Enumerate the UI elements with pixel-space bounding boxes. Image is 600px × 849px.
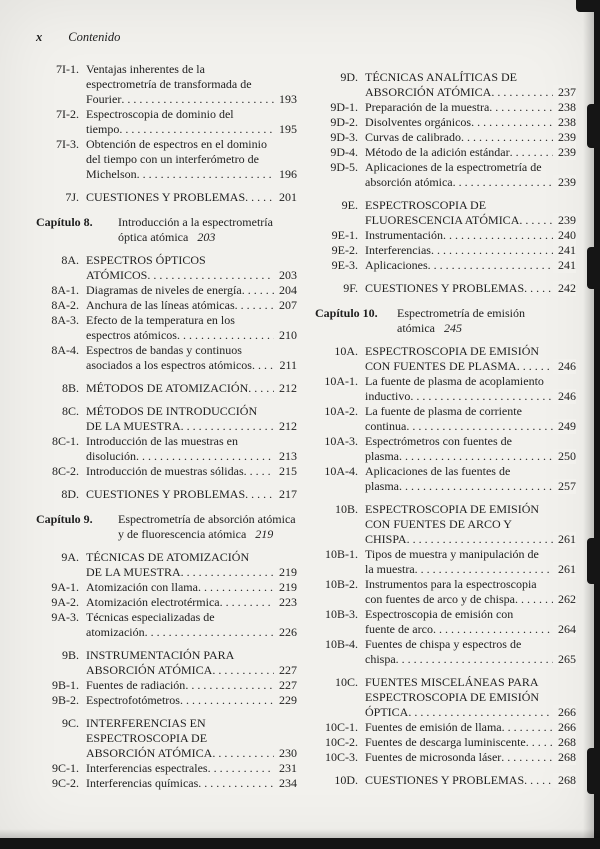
entry-body [365,228,576,243]
entry-label: 10C-3. [325,750,358,764]
entry-title: Introducción de muestras sólidas . . . [86,464,244,478]
entry-body [365,502,576,547]
entry-body [86,464,297,479]
entry-page-number: 204 [274,283,297,298]
entry-title: Espectroscopia de dominio del tiempo . . . [86,107,234,136]
entry-label: 9D-4. [330,145,358,159]
entry-body [86,550,297,580]
entry-label: Capítulo 10. [315,306,378,320]
entry-label: 8B. [61,381,79,395]
entry-body [365,675,576,720]
entry-page-number: 240 [553,228,576,243]
entry-page-number: 268 [553,773,576,788]
entry-body [86,343,297,373]
entry-page-number: 219 [274,580,297,595]
toc-entry-9a-2 [36,595,297,610]
entry-page-number: 207 [274,298,297,313]
toc-entry-9a-1 [36,580,297,595]
toc-entry-9d-2 [315,115,576,130]
toc-entry-8c-2 [36,464,297,479]
entry-label: 9D-1. [330,100,358,114]
entry-title: Atomización electrotérmica . . . [86,595,220,609]
entry-label: 10C-2. [325,735,358,749]
entry-title: Diagramas de niveles de energía . . . [86,283,242,297]
toc-entry-8d [36,487,297,502]
entry-body [365,344,576,374]
entry-title: Ventajas inherentes de la espectrometría de transformada de Fourier . . . [86,62,252,106]
toc-entry-10c-1 [315,720,576,735]
entry-body [86,190,297,205]
toc-entry-capítulo9 [36,512,297,542]
entry-label: 8C. [61,404,79,418]
entry-title: ESPECTROSCOPIA DE FLUORESCENCIA ATÓMICA . . . [365,198,519,227]
entry-title: Aplicaciones de las fuentes de plasma . . . [365,464,510,493]
entry-label: 8C-2. [52,464,79,478]
entry-body [365,607,576,637]
entry-title: Espectrómetros con fuentes de plasma . . . [365,434,512,463]
toc-entry-9d [315,70,576,100]
entry-body [86,62,297,107]
entry-label: 7I-2. [56,107,79,121]
entry-title: Interferencias espectrales . . . [86,761,208,775]
entry-body [365,100,576,115]
entry-label: 9F. [343,281,358,295]
scan-mark [587,538,600,584]
entry-title: Tipos de muestra y manipulación de la muestra . . . [365,547,539,576]
entry-title: TÉCNICAS ANALÍTICAS DE ABSORCIÓN ATÓMICA . . . [365,70,517,99]
toc-entry-capítulo8 [36,215,297,245]
toc-entry-8a [36,253,297,283]
scan-mark [576,0,600,12]
entry-page-number: 219 [255,527,274,541]
toc-entry-9a [36,550,297,580]
entry-label: Capítulo 8. [36,215,93,229]
entry-title: Interferencias químicas . . . [86,776,198,790]
toc-entry-8a-1 [36,283,297,298]
entry-page-number: 246 [553,359,576,374]
entry-title: Fuentes de emisión de llama . . . [365,720,502,734]
entry-label: 8A-4. [51,343,79,357]
toc-entry-10d [315,773,576,788]
toc-entry-10c-3 [315,750,576,765]
entry-page-number: 203 [274,268,297,283]
entry-page-number: 250 [553,449,576,464]
entry-title: Disolventes orgánicos . . . [365,115,471,129]
toc-entry-10a-4 [315,464,576,494]
toc-content [36,62,576,791]
entry-page-number: 264 [553,622,576,637]
entry-body [86,595,297,610]
entry-body [365,243,576,258]
toc-entry-9e-1 [315,228,576,243]
entry-page-number: 241 [553,258,576,273]
entry-body [86,107,297,137]
entry-label: 9A. [61,550,79,564]
entry-page-number: 249 [553,419,576,434]
toc-entry-9c-1 [36,761,297,776]
entry-label: 9C. [61,716,79,730]
entry-title: MÉTODOS DE ATOMIZACIÓN . . . [86,381,248,395]
entry-page-number: 227 [274,663,297,678]
toc-entry-9e [315,198,576,228]
entry-label: 7I-3. [56,137,79,151]
entry-title: CUESTIONES Y PROBLEMAS . . . [86,487,245,501]
entry-body [86,678,297,693]
entry-label: 9D-5. [330,160,358,174]
entry-body [86,253,297,283]
entry-title: Interferencias . . . [365,243,431,257]
entry-page-number: 261 [553,532,576,547]
scan-mark [587,104,600,148]
entry-label: 10A-1. [324,374,358,388]
entry-page-number: 265 [553,652,576,667]
toc-entry-10a-3 [315,434,576,464]
toc-entry-10a [315,344,576,374]
toc-entry-9d-4 [315,145,576,160]
entry-page-number: 226 [274,625,297,640]
toc-entry-9e-2 [315,243,576,258]
entry-label: Capítulo 9. [36,512,93,526]
entry-page-number: 217 [274,487,297,502]
entry-page-number: 193 [274,92,297,107]
toc-entry-9d-1 [315,100,576,115]
entry-page-number: 239 [553,175,576,190]
entry-page-number: 210 [274,328,297,343]
entry-body [118,215,297,245]
entry-label: 10D. [334,773,358,787]
entry-page-number: 239 [553,145,576,160]
entry-label: 10C. [334,675,358,689]
entry-body [86,776,297,791]
entry-page-number: 257 [553,479,576,494]
entry-page-number: 215 [274,464,297,479]
entry-title: Espectrofotómetros . . . [86,693,180,707]
entry-page-number: 219 [274,565,297,580]
running-title: Contenido [68,30,121,44]
entry-body [86,137,297,182]
entry-title: La fuente de plasma de acoplamiento inductivo . . . [365,374,544,403]
entry-title: ESPECTROSCOPIA DE EMISIÓN CON FUENTES DE ARCO Y CHISPA . . . [365,502,539,546]
entry-label: 10B-4. [325,637,358,651]
entry-page-number: 241 [553,243,576,258]
entry-title: MÉTODOS DE INTRODUCCIÓN DE LA MUESTRA . . . [86,404,257,433]
entry-label: 7I-1. [56,62,79,76]
toc-entry-9b-1 [36,678,297,693]
entry-title: Fuentes de microsonda láser . . . [365,750,501,764]
toc-entry-8a-4 [36,343,297,373]
entry-title: Espectrometría de absorción atómica y de fluorescencia atómica [118,512,296,541]
entry-label: 10A-3. [324,434,358,448]
toc-entry-9f [315,281,576,296]
entry-body [118,512,297,542]
toc-entry-8c [36,404,297,434]
entry-body [365,735,576,750]
entry-body [365,720,576,735]
toc-entry-10b-1 [315,547,576,577]
entry-label: 9A-2. [51,595,79,609]
entry-body [365,637,576,667]
entry-label: 10B-1. [325,547,358,561]
entry-page-number: 229 [274,693,297,708]
toc-column-left [36,62,297,791]
entry-body [365,464,576,494]
toc-entry-8b [36,381,297,396]
entry-label: 9C-1. [52,761,79,775]
entry-label: 9C-2. [52,776,79,790]
entry-title: La fuente de plasma de corriente continua . . . [365,404,522,433]
entry-body [365,145,576,160]
entry-label: 8D. [61,487,79,501]
entry-body [86,434,297,464]
entry-body [86,761,297,776]
page-header [36,30,120,45]
entry-body [365,750,576,765]
entry-body [365,115,576,130]
entry-title: TÉCNICAS DE ATOMIZACIÓN DE LA MUESTRA . . . [86,550,249,579]
entry-body [365,198,576,228]
entry-body [86,313,297,343]
entry-page-number: 268 [553,735,576,750]
toc-entry-8a-3 [36,313,297,343]
toc-entry-10a-1 [315,374,576,404]
toc-entry-7i-3 [36,137,297,182]
toc-entry-8a-2 [36,298,297,313]
entry-label: 9D. [340,70,358,84]
entry-label: 7J. [65,190,79,204]
entry-label: 8C-1. [52,434,79,448]
entry-label: 10B-2. [325,577,358,591]
entry-label: 9D-2. [330,115,358,129]
toc-entry-8c-1 [36,434,297,464]
entry-title: Instrumentos para la espectroscopia con fuentes de arco y de chispa . . . [365,577,537,606]
entry-body [365,258,576,273]
entry-label: 9E-1. [331,228,358,242]
entry-label: 9B. [61,648,79,662]
entry-page-number: 203 [197,230,216,244]
toc-entry-10b [315,502,576,547]
entry-label: 9B-1. [52,678,79,692]
entry-title: ESPECTROSCOPIA DE EMISIÓN CON FUENTES DE PLASMA . . . [365,344,539,373]
entry-title: INTERFERENCIAS EN ESPECTROSCOPIA DE ABSORCIÓN ATÓMICA . . . [86,716,212,760]
toc-entry-9e-3 [315,258,576,273]
entry-body [365,547,576,577]
folio-page-number: x [36,30,43,44]
entry-body [86,283,297,298]
entry-body [397,306,576,336]
entry-body [365,130,576,145]
entry-title: Método de la adición estándar . . . [365,145,510,159]
entry-body [365,404,576,434]
entry-label: 10B. [334,502,358,516]
entry-label: 9E-3. [331,258,358,272]
toc-entry-10b-4 [315,637,576,667]
entry-label: 9B-2. [52,693,79,707]
entry-page-number: 239 [553,130,576,145]
entry-title: Curvas de calibrado . . . [365,130,461,144]
entry-body [365,374,576,404]
entry-title: Espectrometría de emisión atómica [397,306,525,335]
entry-title: Técnicas especializadas de atomización . . . [86,610,215,639]
entry-label: 9A-1. [51,580,79,594]
entry-label: 9E-2. [331,243,358,257]
toc-column-right [315,62,576,791]
entry-page-number: 239 [553,213,576,228]
entry-body [86,381,297,396]
entry-label: 10A. [334,344,358,358]
entry-title: Introducción a la espectrometría óptica atómica [118,215,273,244]
toc-entry-7i-2 [36,107,297,137]
entry-page-number: 268 [553,750,576,765]
toc-entry-7i-1 [36,62,297,107]
entry-page-number: 234 [274,776,297,791]
entry-body [86,610,297,640]
entry-title: FUENTES MISCELÁNEAS PARA ESPECTROSCOPIA DE EMISIÓN ÓPTICA . . . [365,675,539,719]
toc-entry-9b [36,648,297,678]
entry-page-number: 196 [274,167,297,182]
entry-title: CUESTIONES Y PROBLEMAS . . . [365,773,524,787]
entry-page-number: 230 [274,746,297,761]
entry-page-number: 211 [274,358,297,373]
scan-edge-bottom [0,838,600,849]
entry-page-number: 238 [553,115,576,130]
toc-entry-10b-3 [315,607,576,637]
entry-page-number: 261 [553,562,576,577]
entry-body [86,580,297,595]
toc-entry-7j [36,190,297,205]
entry-label: 10C-1. [325,720,358,734]
entry-title: Atomización con llama . . . [86,580,198,594]
entry-title: ESPECTROS ÓPTICOS ATÓMICOS . . . [86,253,206,282]
entry-title: INSTRUMENTACIÓN PARA ABSORCIÓN ATÓMICA . . . [86,648,234,677]
entry-page-number: 223 [274,595,297,610]
toc-entry-9c [36,716,297,761]
entry-page-number: 201 [274,190,297,205]
toc-entry-capítulo10 [315,306,576,336]
entry-page-number: 238 [553,100,576,115]
entry-label: 8A-2. [51,298,79,312]
scan-mark [587,247,600,289]
entry-title: Efecto de la temperatura en los espectros atómicos . . . [86,313,235,342]
toc-entry-10c [315,675,576,720]
entry-body [86,404,297,434]
entry-title: CUESTIONES Y PROBLEMAS . . . [365,281,524,295]
entry-title: Obtención de espectros en el dominio del tiempo con un interferómetro de Michelson . . . [86,137,267,181]
toc-entry-9d-5 [315,160,576,190]
toc-entry-9a-3 [36,610,297,640]
entry-body [365,70,576,100]
entry-title: Fuentes de chispa y espectros de chispa . . . [365,637,521,666]
entry-page-number: 246 [553,389,576,404]
entry-body [365,281,576,296]
entry-page-number: 245 [443,321,462,335]
entry-page-number: 242 [553,281,576,296]
entry-label: 10A-4. [324,464,358,478]
entry-page-number: 227 [274,678,297,693]
entry-page-number: 262 [553,592,576,607]
entry-page-number: 266 [553,705,576,720]
entry-page-number: 195 [274,122,297,137]
entry-body [86,487,297,502]
entry-body [86,298,297,313]
entry-label: 10B-3. [325,607,358,621]
entry-page-number: 213 [274,449,297,464]
entry-label: 8A. [61,253,79,267]
entry-page-number: 231 [274,761,297,776]
toc-entry-10a-2 [315,404,576,434]
entry-body [365,160,576,190]
entry-body [86,693,297,708]
toc-entry-10b-2 [315,577,576,607]
entry-page-number: 266 [553,720,576,735]
entry-title: Introducción de las muestras en disolución . . . [86,434,238,463]
toc-entry-9c-2 [36,776,297,791]
entry-page-number: 212 [274,381,297,396]
entry-body [365,434,576,464]
scan-shadow-bottom [0,829,600,838]
entry-title: Fuentes de radiación . . . [86,678,185,692]
entry-label: 9A-3. [51,610,79,624]
entry-body [365,773,576,788]
scan-mark [587,748,600,794]
toc-entry-9d-3 [315,130,576,145]
entry-title: Espectroscopia de emisión con fuente de arco . . . [365,607,513,636]
entry-body [86,716,297,761]
entry-body [86,648,297,678]
entry-page-number: 212 [274,419,297,434]
entry-title: Espectros de bandas y continuos asociados a los espectros atómicos . . . [86,343,252,372]
entry-title: Aplicaciones de la espectrometría de absorción atómica . . . [365,160,542,189]
entry-title: CUESTIONES Y PROBLEMAS . . . [86,190,245,204]
entry-label: 8A-1. [51,283,79,297]
entry-title: Preparación de la muestra . . . [365,100,489,114]
entry-page-number: 237 [553,85,576,100]
entry-title: Instrumentación . . . [365,228,443,242]
entry-title: Aplicaciones . . . [365,258,428,272]
entry-label: 8A-3. [51,313,79,327]
entry-label: 9E. [341,198,358,212]
entry-title: Fuentes de descarga luminiscente . . . [365,735,526,749]
toc-entry-10c-2 [315,735,576,750]
entry-label: 10A-2. [324,404,358,418]
entry-label: 9D-3. [330,130,358,144]
toc-entry-9b-2 [36,693,297,708]
entry-title: Anchura de las líneas atómicas . . . [86,298,235,312]
entry-body [365,577,576,607]
